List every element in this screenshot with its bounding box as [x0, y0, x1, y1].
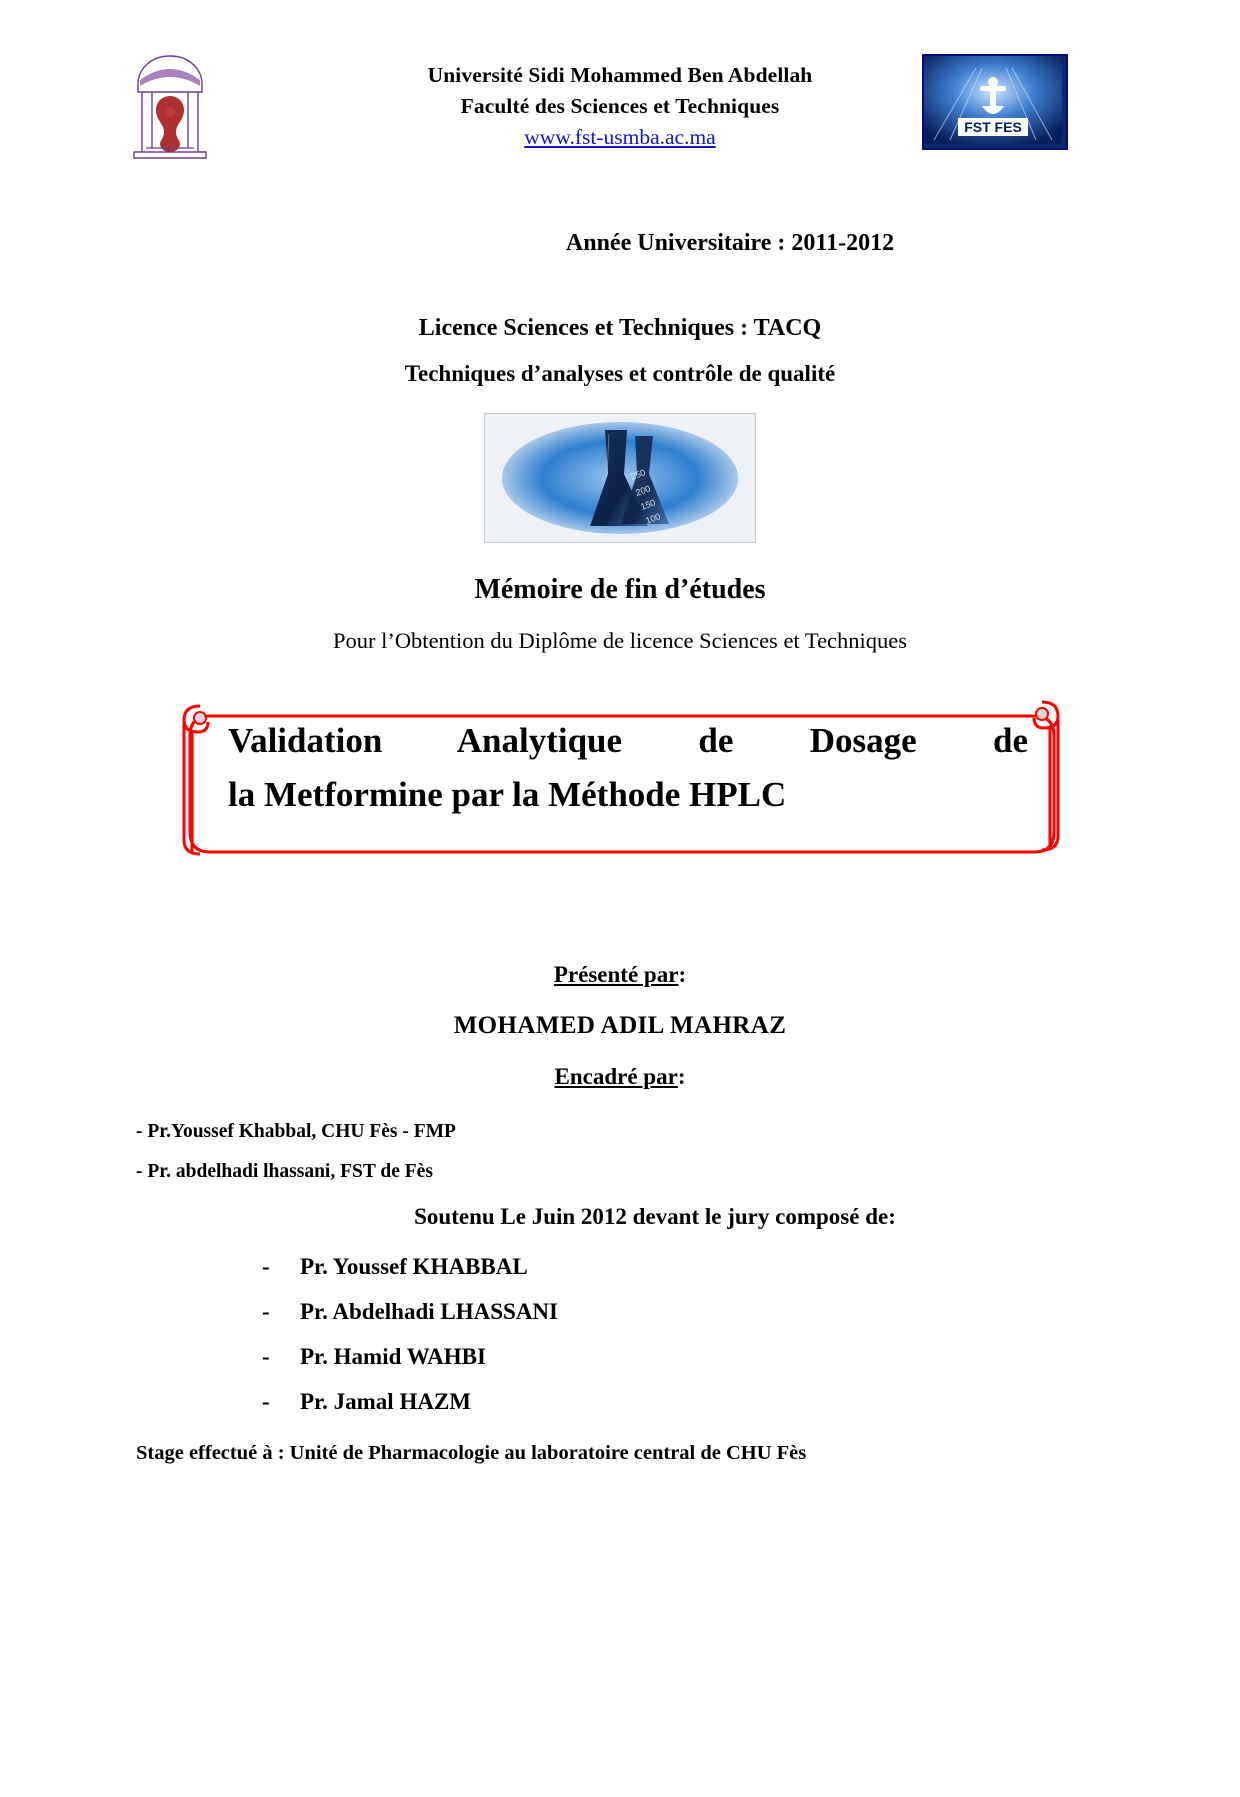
jury-member — [262, 1244, 1240, 1289]
thesis-title-line2: la Metformine par la Méthode HPLC — [228, 775, 787, 814]
jury-list — [0, 1244, 1240, 1424]
jury-bullet: - — [262, 1299, 270, 1324]
degree-subtitle: Techniques d’analyses et contrôle de qualité — [404, 361, 836, 386]
supervisors-list — [0, 1112, 1240, 1192]
jury-member-name: Pr. Hamid WAHBI — [300, 1344, 486, 1369]
jury-member-name: Pr. Abdelhadi LHASSANI — [300, 1299, 558, 1324]
presented-by-underlined: Présenté par — [553, 962, 679, 987]
svg-text:FST FES: FST FES — [964, 119, 1022, 135]
presented-by-colon: : — [678, 962, 687, 987]
jury-member — [262, 1334, 1240, 1379]
fst-fes-logo-icon — [922, 54, 1068, 150]
internship-location: Stage effectué à : Unité de Pharmacologie au laboratoire central de CHU Fès — [136, 1442, 807, 1464]
svg-text:100: 100 — [644, 511, 662, 526]
thesis-title-line1: Validation Analytique de Dosage de — [228, 721, 1028, 760]
presented-by-label — [0, 962, 1240, 988]
jury-member — [262, 1289, 1240, 1334]
faculty-website-link[interactable]: www.fst-usmba.ac.ma — [524, 125, 716, 149]
supervised-by-colon: : — [677, 1064, 686, 1089]
supervised-by-underlined: Encadré par — [554, 1064, 678, 1089]
svg-text:250: 250 — [629, 467, 647, 482]
supervised-by-label — [0, 1064, 1240, 1090]
document-page — [0, 42, 1240, 1797]
jury-bullet: - — [262, 1344, 270, 1369]
jury-bullet: - — [262, 1389, 270, 1414]
document-header — [0, 42, 1240, 172]
thesis-title — [228, 714, 1028, 822]
author-name: MOHAMED ADIL MAHRAZ — [453, 1012, 787, 1039]
thesis-purpose: Pour l’Obtention du Diplôme de licence Sciences et Techniques — [332, 628, 908, 653]
academic-year: Année Universitaire : 2011-2012 — [565, 230, 895, 256]
degree-block — [0, 305, 1240, 397]
supervisor-item: - Pr. abdelhadi lhassani, FST de Fès — [136, 1161, 433, 1182]
jury-member — [262, 1379, 1240, 1424]
faculty-name: Faculté des Sciences et Techniques — [460, 94, 780, 118]
university-name: Université Sidi Mohammed Ben Abdellah — [427, 63, 813, 87]
beaker-flask-image — [484, 413, 756, 543]
defense-statement: Soutenu Le Juin 2012 devant le jury composé de: — [414, 1204, 896, 1229]
thesis-type: Mémoire de fin d’études — [474, 574, 766, 605]
jury-member-name: Pr. Jamal HAZM — [300, 1389, 471, 1414]
svg-text:200: 200 — [634, 483, 652, 498]
jury-bullet: - — [262, 1254, 270, 1279]
jury-member-name: Pr. Youssef KHABBAL — [300, 1254, 528, 1279]
title-banner — [170, 684, 1070, 880]
svg-text:150: 150 — [639, 497, 657, 512]
illustration-wrapper — [0, 413, 1240, 548]
degree-title: Licence Sciences et Techniques : TACQ — [418, 315, 822, 341]
supervisor-item: - Pr.Youssef Khabbal, CHU Fès - FMP — [136, 1121, 456, 1142]
